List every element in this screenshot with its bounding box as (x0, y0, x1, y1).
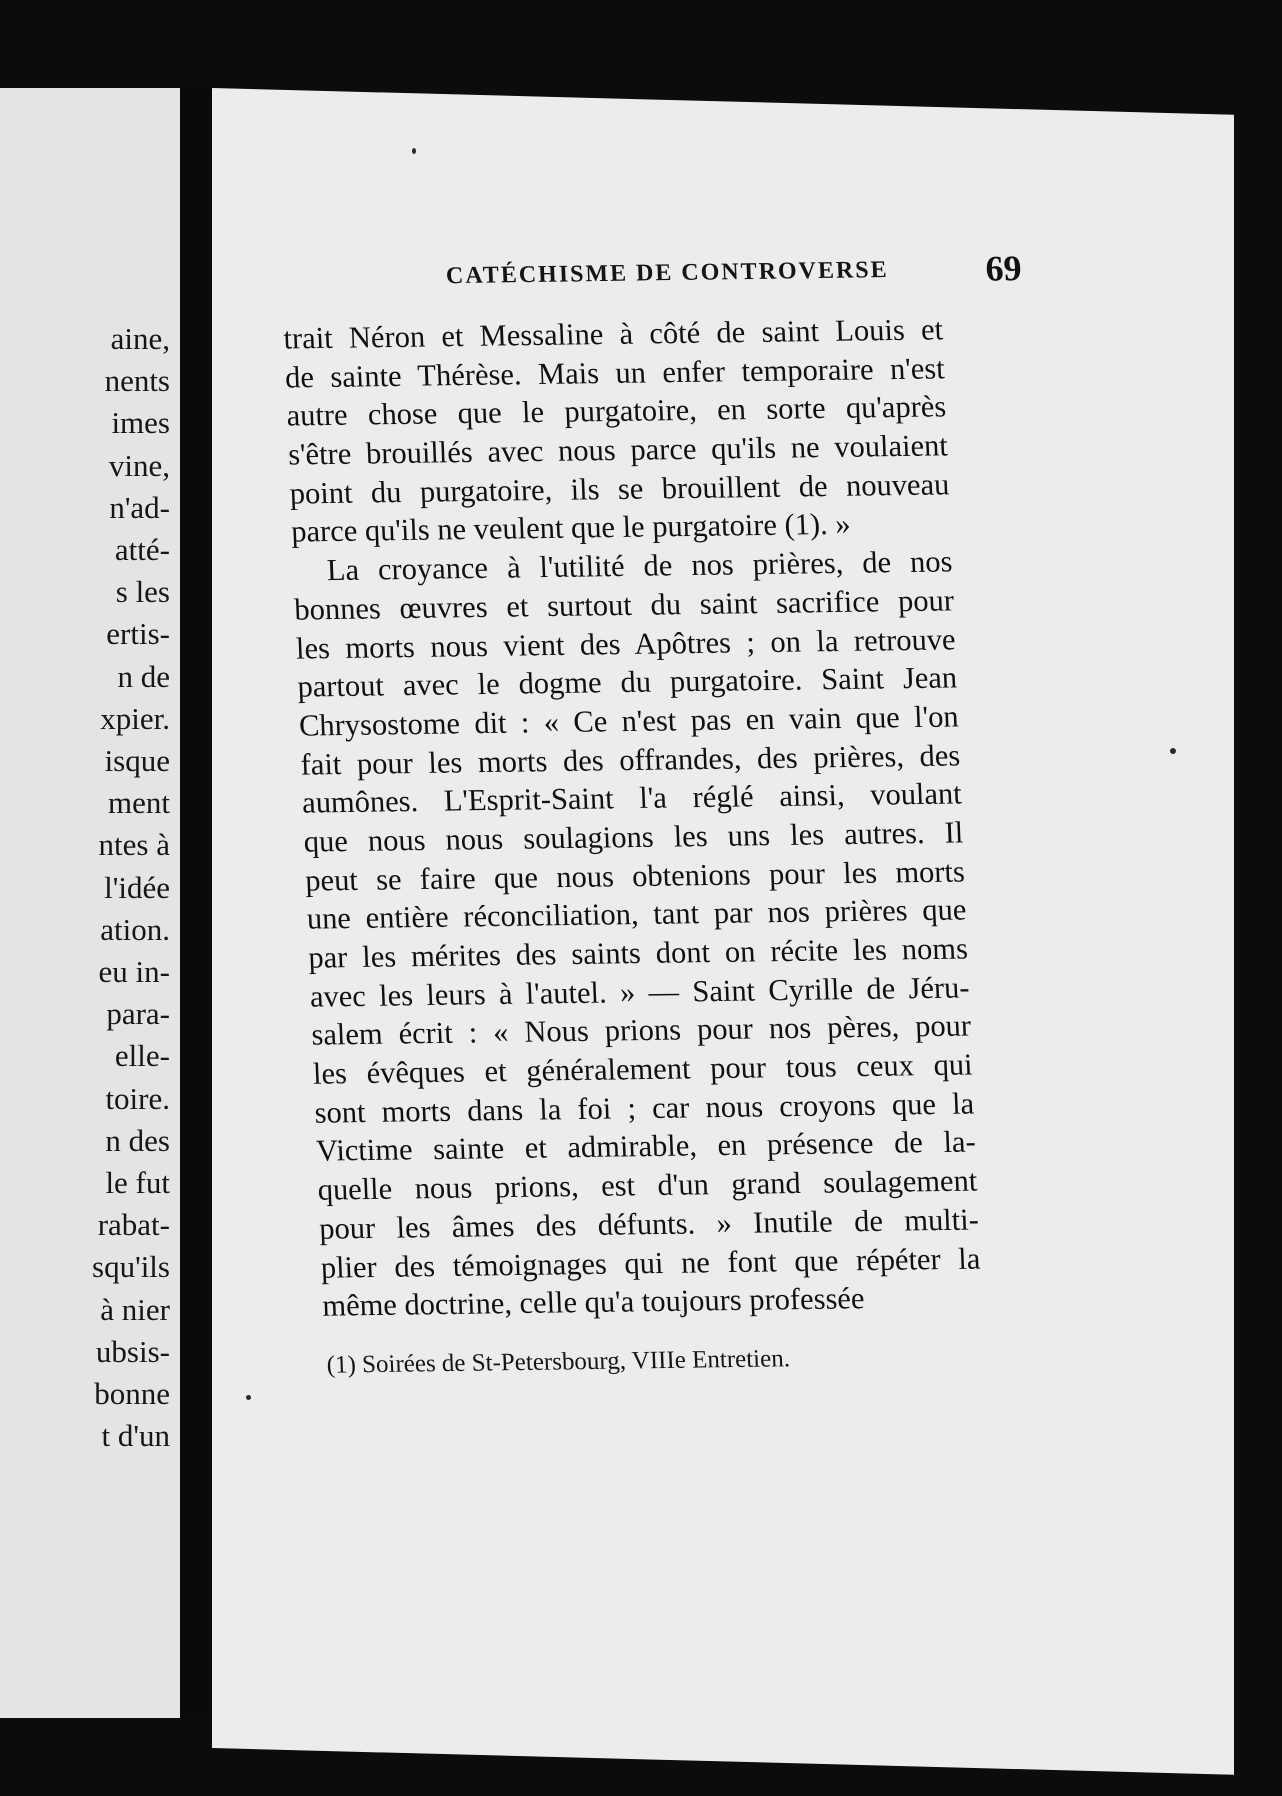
text-line: les morts nous vient des Apôtres ; on la retrouve (295, 621, 957, 666)
text-line: quelle nous prions, est d'un grand soulagement (316, 1163, 978, 1207)
text-line: les évêques et généralement pour tous ceux qui (312, 1047, 974, 1091)
text-line: autre chose que le purgatoire, en sorte qu'après (285, 389, 947, 433)
left-page-line: ntes à (98, 827, 170, 863)
text-line: La croyance à l'utilité de nos prières, de nos (326, 544, 953, 588)
text-line: s'être brouillés avec nous parce qu'ils ne voulaient (287, 428, 949, 472)
left-page-line: l'idée (104, 869, 170, 905)
page-number: 69 (984, 248, 1023, 289)
left-page-line: n de (117, 658, 170, 694)
left-page-line: n des (105, 1122, 170, 1158)
text-line: pour les âmes des défunts. » Inutile de multi- (318, 1202, 980, 1246)
text-line: avec les leurs à l'autel. » — Saint Cyrille de Jéru- (309, 970, 971, 1014)
text-line: même doctrine, celle qu'a toujours professée (321, 1281, 866, 1323)
left-page-text (0, 318, 170, 1457)
text-line: parce qu'ils ne veulent que le purgatoire (1). » (290, 507, 852, 549)
text-line: que nous nous soulagions les uns les autres. Il (303, 815, 964, 859)
left-page-line: ation. (100, 911, 170, 947)
left-page-line: isque (104, 743, 170, 779)
text-line: sont morts dans la foi ; car nous croyons que la (313, 1086, 975, 1130)
dust-speck (412, 148, 416, 154)
left-page-line: vine, (108, 447, 170, 483)
left-page-line: xpier. (100, 700, 170, 736)
text-line: une entière réconciliation, tant par nos prières que (306, 892, 967, 936)
left-page-line: para- (106, 996, 170, 1032)
left-page-line: à nier (100, 1291, 170, 1327)
running-head: CATÉCHISME DE CONTROVERSE (445, 256, 890, 290)
text-line: aumônes. L'Esprit-Saint l'a réglé ainsi, voulant (301, 776, 963, 820)
text-line: peut se faire que nous obtenions pour les morts (304, 854, 966, 898)
left-page-line: le fut (105, 1165, 170, 1201)
left-page-line: aine, (110, 321, 170, 356)
left-page-line: ment (108, 785, 170, 821)
text-line: trait Néron et Messaline à côté de saint Louis et (282, 312, 944, 356)
left-page-line: nents (104, 363, 170, 399)
left-page-line: bonne (94, 1376, 170, 1412)
left-page-line: ertis- (106, 616, 170, 652)
text-line: point du purgatoire, ils se brouillent de nouveau (289, 467, 950, 511)
text-line: bonnes œuvres et surtout du saint sacrifice pour (293, 583, 955, 627)
footnote: (1) Soirées de St-Petersbourg, VIIIe Entretien. (326, 1345, 791, 1379)
text-line: plier des témoignages qui ne font que répéter la (320, 1241, 981, 1285)
text-line: Victime sainte et admirable, en présence de la- (315, 1124, 977, 1169)
text-line: par les mérites des saints dont on récite les noms (307, 931, 969, 975)
text-line: salem écrit : « Nous prions pour nos pères, pour (310, 1008, 972, 1053)
text-line: Chrysostome dit : « Ce n'est pas en vain que l'on (298, 699, 960, 743)
left-page-line: s les (115, 574, 170, 610)
dust-speck (246, 1395, 251, 1400)
left-page (0, 88, 180, 1718)
left-page-line: eu in- (98, 954, 170, 990)
left-page-line: rabat- (97, 1207, 170, 1243)
body-text (283, 310, 983, 1325)
left-page-line: squ'ils (92, 1249, 170, 1285)
text-line: de sainte Thérèse. Mais un enfer temporaire n'est (284, 350, 946, 395)
text-line: fait pour les morts des offrandes, des prières, des (299, 737, 961, 782)
left-page-line: atté- (114, 532, 170, 568)
text-line: partout avec le dogme du purgatoire. Saint Jean (296, 660, 958, 704)
left-page-line: ubsis- (95, 1333, 170, 1369)
dust-speck (1170, 748, 1176, 754)
left-page-line: t d'un (101, 1418, 170, 1454)
left-page-line: elle- (114, 1038, 170, 1074)
left-page-line: toire. (105, 1080, 170, 1116)
right-page (212, 88, 1234, 1775)
left-page-line: imes (111, 405, 170, 441)
left-page-line: n'ad- (109, 489, 170, 525)
